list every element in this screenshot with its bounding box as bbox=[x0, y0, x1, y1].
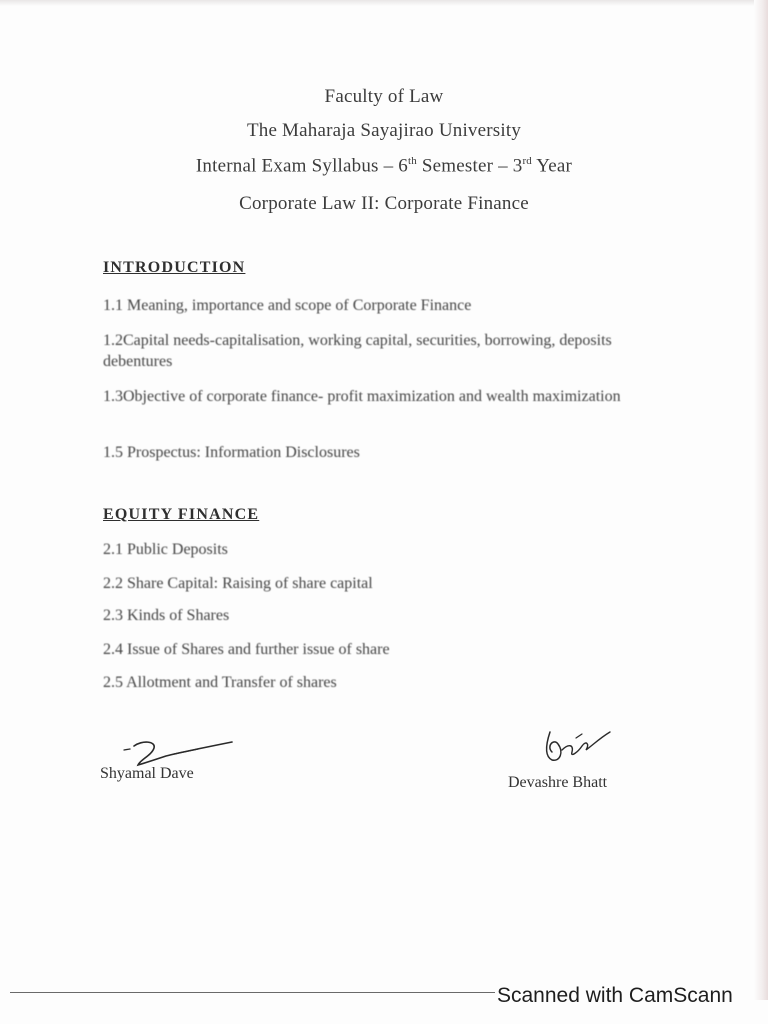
syllabus-item: 1.3Objective of corporate finance- profit maximization and wealth maximization bbox=[103, 388, 621, 405]
header-university: The Maharaja Sayajirao University bbox=[246, 120, 522, 141]
header-exam-text-b: Semester – 3 bbox=[416, 155, 523, 177]
syllabus-item: 2.1 Public Deposits bbox=[103, 541, 228, 558]
syllabus-item: 2.3 Kinds of Shares bbox=[103, 607, 230, 624]
signatory-name-right: Devashre Bhatt bbox=[508, 774, 608, 791]
section-title-introduction: INTRODUCTION bbox=[103, 259, 246, 276]
syllabus-item: 2.5 Allotment and Transfer of shares bbox=[103, 674, 337, 691]
page-right-edge bbox=[754, 0, 768, 1000]
syllabus-item: 2.2 Share Capital: Raising of share capital bbox=[103, 575, 373, 592]
scanner-watermark: Scanned with CamScann bbox=[497, 984, 733, 1007]
section-title-equity-finance: EQUITY FINANCE bbox=[103, 506, 260, 523]
footer-divider bbox=[10, 992, 495, 993]
syllabus-item: 1.5 Prospectus: Information Disclosures bbox=[103, 444, 360, 461]
header-exam-line bbox=[0, 155, 768, 177]
header-faculty: Faculty of Law bbox=[324, 86, 444, 107]
signatory-name-left: Shyamal Dave bbox=[100, 765, 194, 782]
signature-scribble-right bbox=[536, 722, 618, 772]
syllabus-item: 1.1 Meaning, importance and scope of Corporate Finance bbox=[103, 297, 472, 314]
header-exam-text-c: Year bbox=[532, 155, 573, 177]
header-exam-sup-2: rd bbox=[522, 155, 533, 167]
header-exam-sup-1: th bbox=[407, 155, 417, 167]
header-exam-text-a: Internal Exam Syllabus – 6 bbox=[195, 155, 408, 177]
header-course-title: Corporate Law II: Corporate Finance bbox=[239, 193, 529, 214]
syllabus-item: 2.4 Issue of Shares and further issue of share bbox=[103, 641, 390, 658]
page-top-edge bbox=[0, 0, 768, 6]
syllabus-item: 1.2Capital needs-capitalisation, working capital, securities, borrowing, deposits debentures bbox=[103, 332, 612, 370]
